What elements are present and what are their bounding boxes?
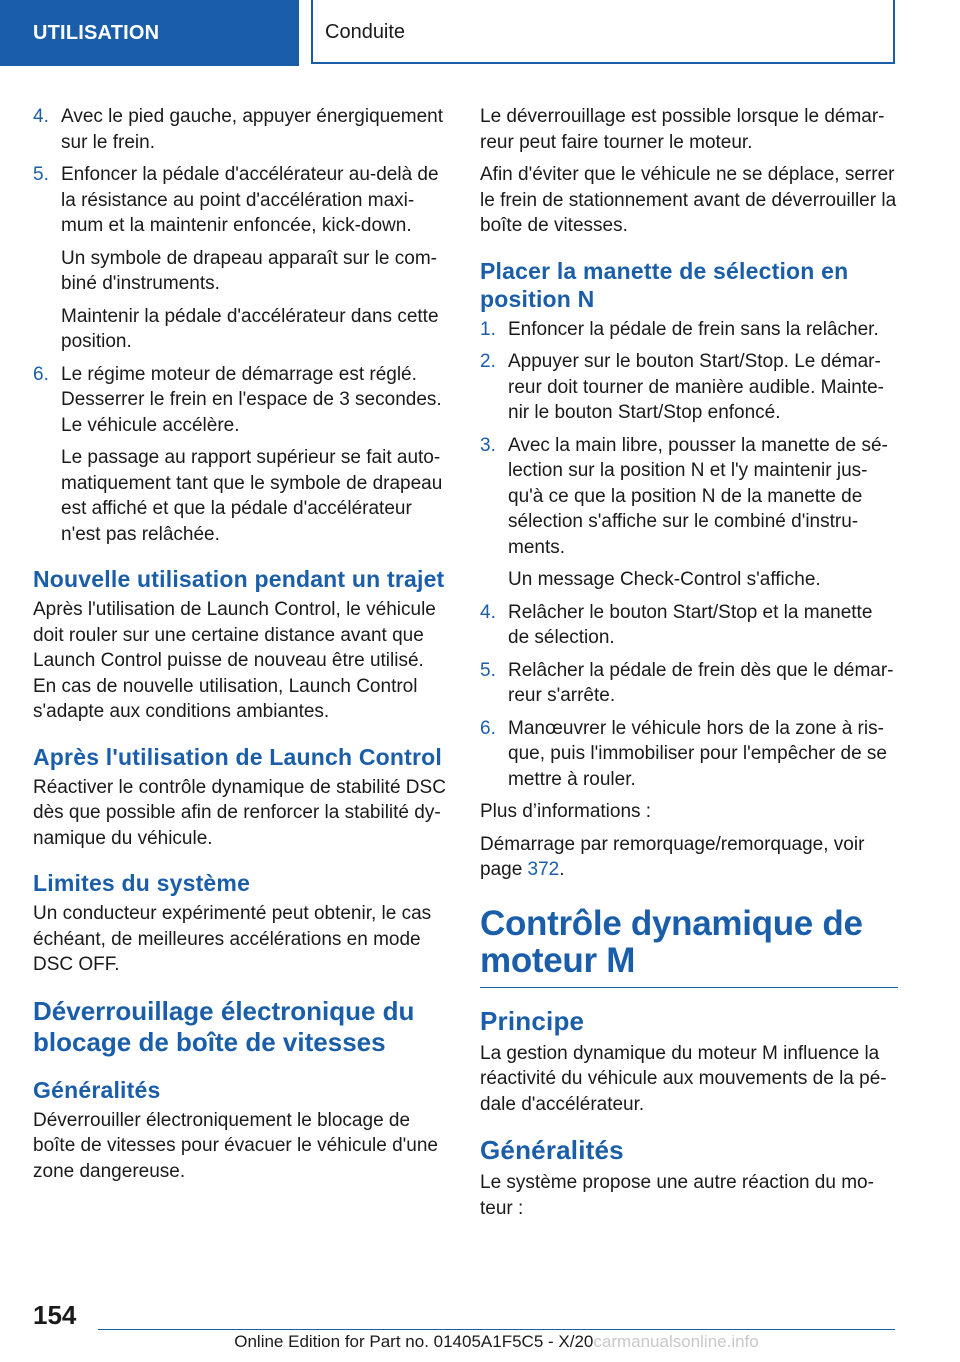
heading-general-2: Généralités — [480, 1135, 624, 1165]
section-tab: UTILISATION — [0, 0, 299, 66]
paragraph-general-2: Le système propose une autre réaction du mo- teur : — [480, 1172, 874, 1219]
step-number: 6. — [480, 717, 496, 739]
step-number: 2. — [480, 351, 496, 372]
paragraph-after-launch-control: Réactiver le contrôle dynamique de stabilité DSC dès que possible afin de renforcer la stabilité dy- namique du véhicule. — [33, 776, 446, 849]
step-paragraph: Un symbole de drapeau apparaît sur le com- biné d'instruments. — [61, 247, 437, 294]
step-text — [508, 349, 898, 426]
paragraph-system-limits: Un conducteur expérimenté peut obtenir, le cas échéant, de meilleures accélérations en mode DSC OFF. — [33, 903, 432, 975]
step-text — [508, 600, 898, 651]
heading-neutral-position: Placer la manette de sélection en position N — [480, 257, 849, 312]
list-item — [33, 104, 449, 155]
step-number: 5. — [480, 659, 496, 681]
heading-gearbox-unlock: Déverrouillage électronique du blocage de boîte de vitesses — [33, 995, 415, 1057]
step-text — [508, 433, 898, 593]
heading-after-launch-control: Après l'utilisation de Launch Control — [33, 743, 443, 770]
list-item — [480, 658, 898, 709]
paragraph-general: Déverrouiller électroniquement le blocage de boîte de vitesses pour évacuer le véhicule d'une zone dangereuse. — [33, 1109, 438, 1182]
step-number: 4. — [33, 106, 49, 127]
step-paragraph: Appuyer sur le bouton Start/Stop. Le démar- reur doit tourner de manière audible. Mainte- nir le bouton Start/Stop enfoncé. — [508, 351, 884, 423]
paragraph-principle: La gestion dynamique du moteur M influence la réactivité du véhicule aux mouvements de la pé- dale d'accélérateur. — [480, 1042, 887, 1115]
watermark: carmanualsonline.info — [593, 1332, 759, 1351]
step-text — [508, 658, 898, 709]
step-text — [508, 716, 898, 793]
reference-text: Démarrage par remorquage/remorquage, voir page — [480, 833, 865, 880]
reference-suffix: . — [559, 859, 565, 880]
step-paragraph: Relâcher le bouton Start/Stop et la manette de sélection. — [508, 601, 873, 648]
step-paragraph: Maintenir la pédale d'accélérateur dans cette position. — [61, 305, 439, 352]
page-link-372[interactable]: 372 — [527, 859, 560, 880]
paragraph-reference — [480, 832, 898, 883]
step-text — [61, 362, 449, 548]
neutral-steps — [480, 317, 898, 793]
step-paragraph: Avec la main libre, pousser la manette de sé- lection sur la position N et l'y maintenir jus- qu'à ce que la position N de la manette de sélection s'affiche sur le combiné d'instru- ments. — [508, 434, 888, 558]
step-paragraph: Enfoncer la pédale de frein sans la relâcher. — [508, 318, 879, 340]
list-item — [480, 600, 898, 651]
list-item — [480, 317, 898, 343]
step-paragraph: Avec le pied gauche, appuyer énergiquement sur le frein. — [61, 106, 444, 153]
launch-control-steps — [33, 104, 449, 547]
list-item — [33, 362, 449, 548]
page-number: 154 — [33, 1300, 77, 1330]
edition-text: Online Edition for Part no. 01405A1F5C5 - X/20 — [234, 1332, 594, 1351]
paragraph-more-info: Plus d’informations : — [480, 801, 652, 822]
heading-reuse: Nouvelle utilisation pendant un trajet — [33, 566, 445, 592]
step-paragraph: Un message Check-Control s'affiche. — [508, 569, 821, 590]
footer — [98, 1332, 895, 1352]
step-paragraph: Enfoncer la pédale d'accélérateur au-delà de la résistance au point d'accélération maxi- mum et la maintenir enfoncée, kick-down. — [61, 164, 439, 236]
step-paragraph: Le passage au rapport supérieur se fait auto- matiquement tant que le symbole de drapeau est affiché et que la pédale d'accélérateur n'est pas relâchée. — [61, 447, 443, 545]
page-header — [0, 0, 960, 66]
heading-system-limits: Limites du système — [33, 870, 251, 896]
step-number: 5. — [33, 164, 49, 185]
step-text — [61, 162, 449, 355]
step-number: 4. — [480, 601, 496, 623]
heading-engine-dynamics: Contrôle dynamique de moteur M — [480, 905, 898, 988]
list-item — [480, 349, 898, 426]
footer-divider — [98, 1329, 895, 1330]
heading-principle: Principe — [480, 1005, 585, 1036]
paragraph-reuse: Après l'utilisation de Launch Control, le véhicule doit rouler sur une certaine distance avant que Launch Control puisse de nouveau être utilisé. En cas de nouvelle utilisation, Launch Control s'adapte aux conditions ambiantes. — [33, 599, 436, 722]
step-number: 6. — [33, 363, 49, 385]
list-item — [33, 162, 449, 355]
paragraph-parking-brake: Afin d'éviter que le véhicule ne se déplace, serrer le frein de stationnement avant de déverrouiller la boîte de vitesses. — [480, 164, 897, 236]
step-number: 3. — [480, 434, 496, 456]
right-column — [480, 104, 898, 1228]
step-paragraph: Le régime moteur de démarrage est réglé. Desserrer le frein en l'espace de 3 secondes. Le véhicule accélère. — [61, 363, 442, 436]
left-column — [33, 104, 449, 1191]
step-paragraph: Relâcher la pédale de frein dès que le démar- reur s'arrête. — [508, 659, 894, 706]
heading-general: Généralités — [33, 1076, 161, 1103]
chapter-tab: Conduite — [311, 0, 895, 64]
step-text — [508, 317, 898, 343]
step-paragraph: Manœuvrer le véhicule hors de la zone à ris- que, puis l'immobiliser pour l'empêcher de se mettre à rouler. — [508, 717, 887, 790]
paragraph-unlock-condition: Le déverrouillage est possible lorsque le démar- reur peut faire tourner le moteur. — [480, 106, 885, 153]
step-text — [61, 104, 449, 155]
list-item — [480, 716, 898, 793]
step-number: 1. — [480, 318, 496, 340]
list-item — [480, 433, 898, 593]
